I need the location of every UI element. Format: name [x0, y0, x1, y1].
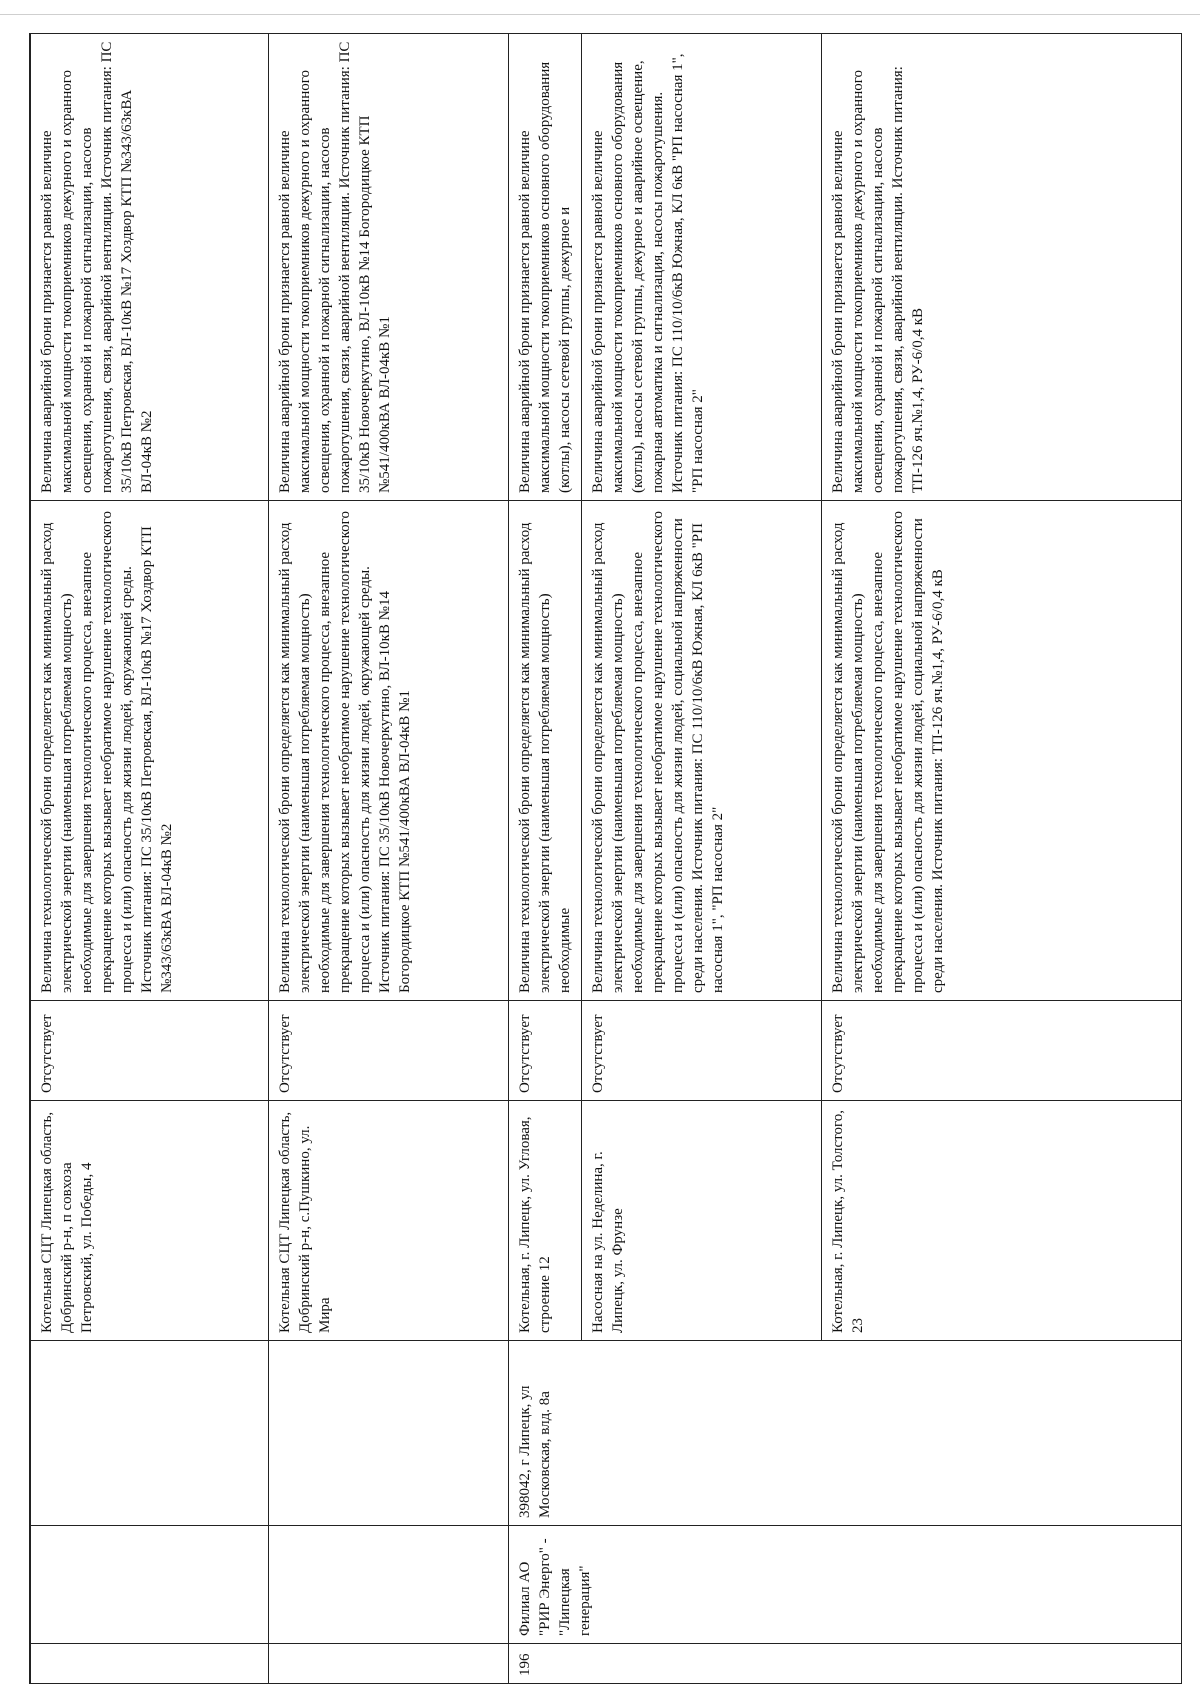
technological-reserve-cell: Величина технологической брони определяется как минимальный расход электрической энергии (наименьшая потребляемая мощность) необходимые — [508, 501, 581, 1001]
absent-cell: Отсутствует — [508, 1001, 581, 1101]
technological-reserve-cell: Величина технологической брони определяется как минимальный расход электрической энергии (наименьшая потребляемая мощность) необходимые для завершения технологического процесса, внезапное прекращение которых вызывает необратимое нарушение технологического процесса и (или) опасность для жизни людей, окружающей среды. Источник питания: ПС 35/10кВ Петровская, ВЛ-10кВ №17 Хоздвор КТП №343/63кВА ВЛ-04кВ №2 — [30, 501, 268, 1001]
address-cell: 398042, г Липецк, ул Московская, влд. 8а — [508, 1341, 1181, 1526]
technological-reserve-cell: Величина технологической брони определяется как минимальный расход электрической энергии (наименьшая потребляемая мощность) необходимые для завершения технологического процесса, внезапное прекращение которых вызывает необратимое нарушение технологического процесса и (или) опасность для жизни людей, социальной напряженности среди населения. Источник питания: ПС 110/10/6кВ Южная, КЛ 6кВ "РП насосная 1", "РП насосная 2" — [581, 501, 821, 1001]
rotated-table-wrapper — [29, 34, 1179, 1684]
emergency-reserve-cell: Величина аварийной брони признается равной величине максимальной мощности токоприемников основного оборудования (котлы), насосы сетевой группы, дежурное и — [508, 34, 581, 501]
organization-cell — [30, 1526, 268, 1644]
address-cell — [268, 1341, 508, 1526]
row-number — [30, 1644, 268, 1684]
technological-reserve-cell: Величина технологической брони определяется как минимальный расход электрической энергии (наименьшая потребляемая мощность) необходимые для завершения технологического процесса, внезапное прекращение которых вызывает необратимое нарушение технологического процесса и (или) опасность для жизни людей, социальной напряженности среди населения. Источник питания: ТП-126 яч.№1,4, РУ-6/0,4 кВ — [821, 501, 1181, 1001]
row-number: 196 — [508, 1644, 1181, 1684]
table-row — [508, 34, 581, 1684]
organization-cell: Филиал АО "РИР Энерго" - "Липецкая генерация" — [508, 1526, 1181, 1644]
emergency-reserve-cell: Величина аварийной брони признается равной величине максимальной мощности токоприемников дежурного и охранного освещения, охранной и пожарной сигнализации, насосов пожаротушения, связи, аварийной вентиляции. Источник питания: ПС 35/10кВ Новочеркутино, ВЛ-10кВ №14 Богородицкое КТП №541/400кВА ВЛ-04кВ №1 — [268, 34, 508, 501]
emergency-reserve-cell: Величина аварийной брони признается равной величине максимальной мощности токоприемников дежурного и охранного освещения, охранной и пожарной сигнализации, насосов пожаротушения, связи, аварийной вентиляции. Источник питания: ПС 35/10кВ Петровская, ВЛ-10кВ №17 Хоздвор КТП №343/63кВА ВЛ-04кВ №2 — [30, 34, 268, 501]
organization-cell — [268, 1526, 508, 1644]
absent-cell: Отсутствует — [581, 1001, 821, 1101]
object-cell: Насосная на ул. Неделина, г. Липецк, ул. Фрунзе — [581, 1101, 821, 1341]
address-cell — [30, 1341, 268, 1526]
object-cell: Котельная, г. Липецк, ул. Толстого, 23 — [821, 1101, 1181, 1341]
object-cell: Котельная, г. Липецк, ул. Угловая, строение 12 — [508, 1101, 581, 1341]
object-cell: Котельная СЦТ Липецкая область, Добринский р-н, с.Пушкино, ул. Мира — [268, 1101, 508, 1341]
absent-cell: Отсутствует — [821, 1001, 1181, 1101]
reservation-table — [29, 33, 1182, 1684]
table-row — [30, 34, 268, 1684]
absent-cell: Отсутствует — [30, 1001, 268, 1101]
row-number — [268, 1644, 508, 1684]
object-cell: Котельная СЦТ Липецкая область, Добринский р-н, п совхоза Петровский, ул. Победы, 4 — [30, 1101, 268, 1341]
absent-cell: Отсутствует — [268, 1001, 508, 1101]
emergency-reserve-cell: Величина аварийной брони признается равной величине максимальной мощности токоприемников основного оборудования (котлы), насосы сетевой группы, дежурное и аварийное освещение, пожарная автоматика и сигнализация, насосы пожаротушения. Источник питания: ПС 110/10/6кВ Южная, КЛ 6кВ "РП насосная 1", "РП насосная 2" — [581, 34, 821, 501]
technological-reserve-cell: Величина технологической брони определяется как минимальный расход электрической энергии (наименьшая потребляемая мощность) необходимые для завершения технологического процесса, внезапное прекращение которых вызывает необратимое нарушение технологического процесса и (или) опасность для жизни людей, окружающей среды. Источник питания: ПС 35/10кВ Новочеркутино, ВЛ-10кВ №14 Богородицкое КТП №541/400кВА ВЛ-04кВ №1 — [268, 501, 508, 1001]
emergency-reserve-cell: Величина аварийной брони признается равной величине максимальной мощности токоприемников дежурного и охранного освещения, охранной и пожарной сигнализации, насосов пожаротушения, связи, аварийной вентиляции. Источник питания: ТП-126 яч.№1,4, РУ-6/0,4 кВ — [821, 34, 1181, 501]
table-row — [268, 34, 508, 1684]
